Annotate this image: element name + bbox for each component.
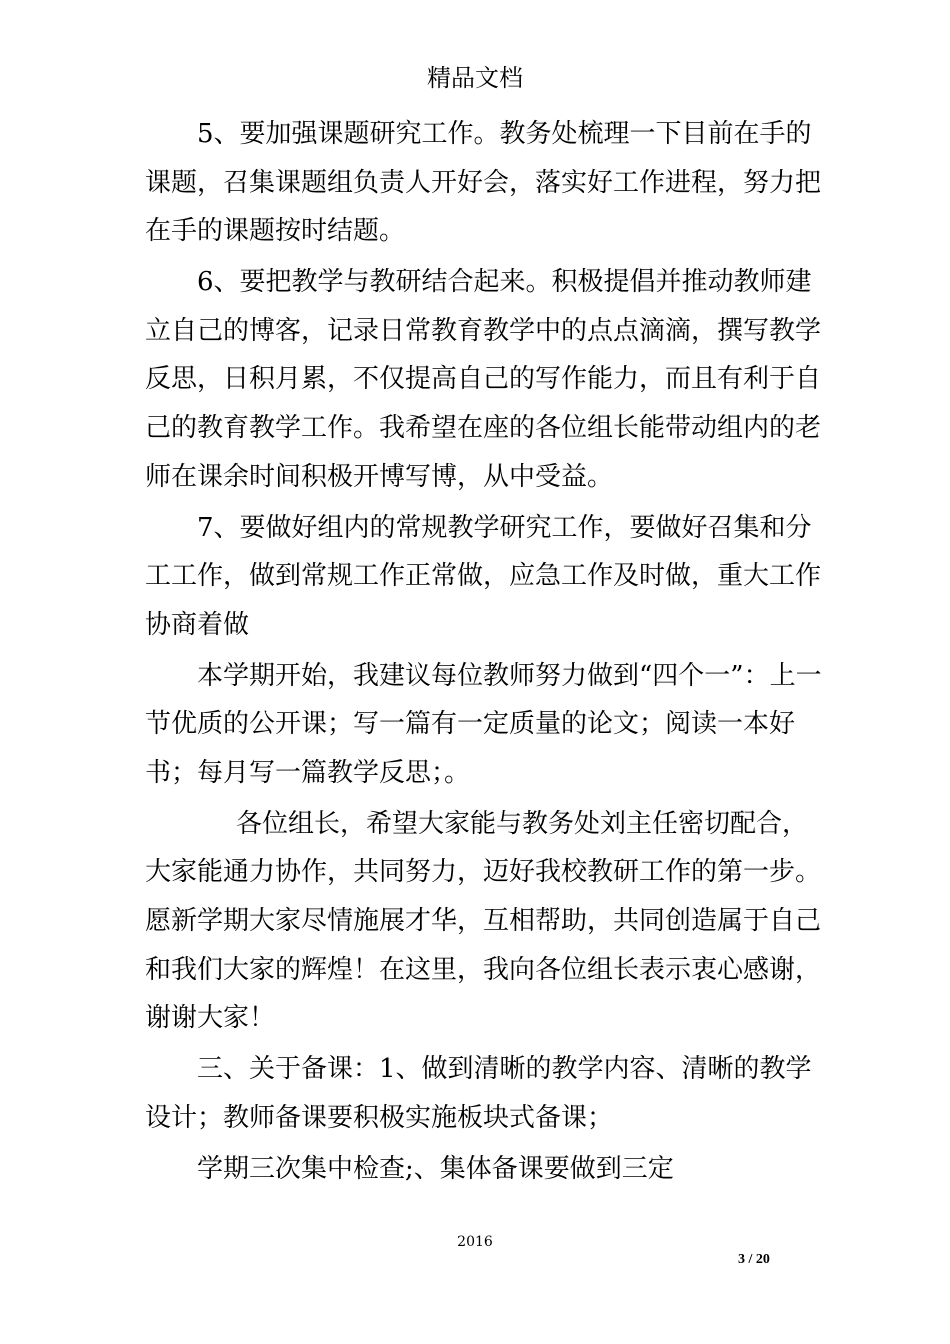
- footer-year: 2016: [457, 1234, 493, 1250]
- paragraph-inspection: 学期三次集中检查;、集体备课要做到三定: [197, 1153, 674, 1184]
- paragraph-four-ones: 本学期开始，我建议每位教师努力做到“四个一”：上一节优质的公开课；写一篇有一定质量的论文；阅读一本好书；每月写一篇教学反思；。: [145, 660, 822, 788]
- paragraph-lesson-prep: 三、关于备课：1、做到清晰的教学内容、清晰的教学设计；教师备课要积极实施板块式备课；: [145, 1054, 812, 1133]
- paragraph-teaching-research: 6、要把教学与教研结合起来。积极提倡并推动教师建立自己的博客，记录日常教育教学中的点点滴滴，撰写教学反思，日积月累，不仅提高自己的写作能力，而且有利于自己的教育教学工作。我希望在座的各位组长能带动组内的老师在课余时间积极开博写博，从中受益。: [145, 267, 822, 492]
- document-header: 精品文档: [427, 64, 523, 92]
- page-number: 3 / 20: [738, 1252, 770, 1267]
- paragraph-research-topics: 5、要加强课题研究工作。教务处梳理一下目前在手的课题，召集课题组负责人开好会，落实好工作进程，努力把在手的课题按时结题。: [145, 119, 822, 247]
- document-body: [145, 110, 825, 1196]
- paragraph-routine-work: 7、要做好组内的常规教学研究工作，要做好召集和分工工作，做到常规工作正常做，应急工作及时做，重大工作协商着做: [145, 512, 822, 640]
- paragraph-closing-thanks: 各位组长，希望大家能与教务处刘主任密切配合，大家能通力协作，共同努力，迈好我校教研工作的第一步。愿新学期大家尽情施展才华，互相帮助，共同创造属于自己和我们大家的辉煌！在这里，我向各位组长表示衷心感谢，谢谢大家！: [145, 808, 822, 1034]
